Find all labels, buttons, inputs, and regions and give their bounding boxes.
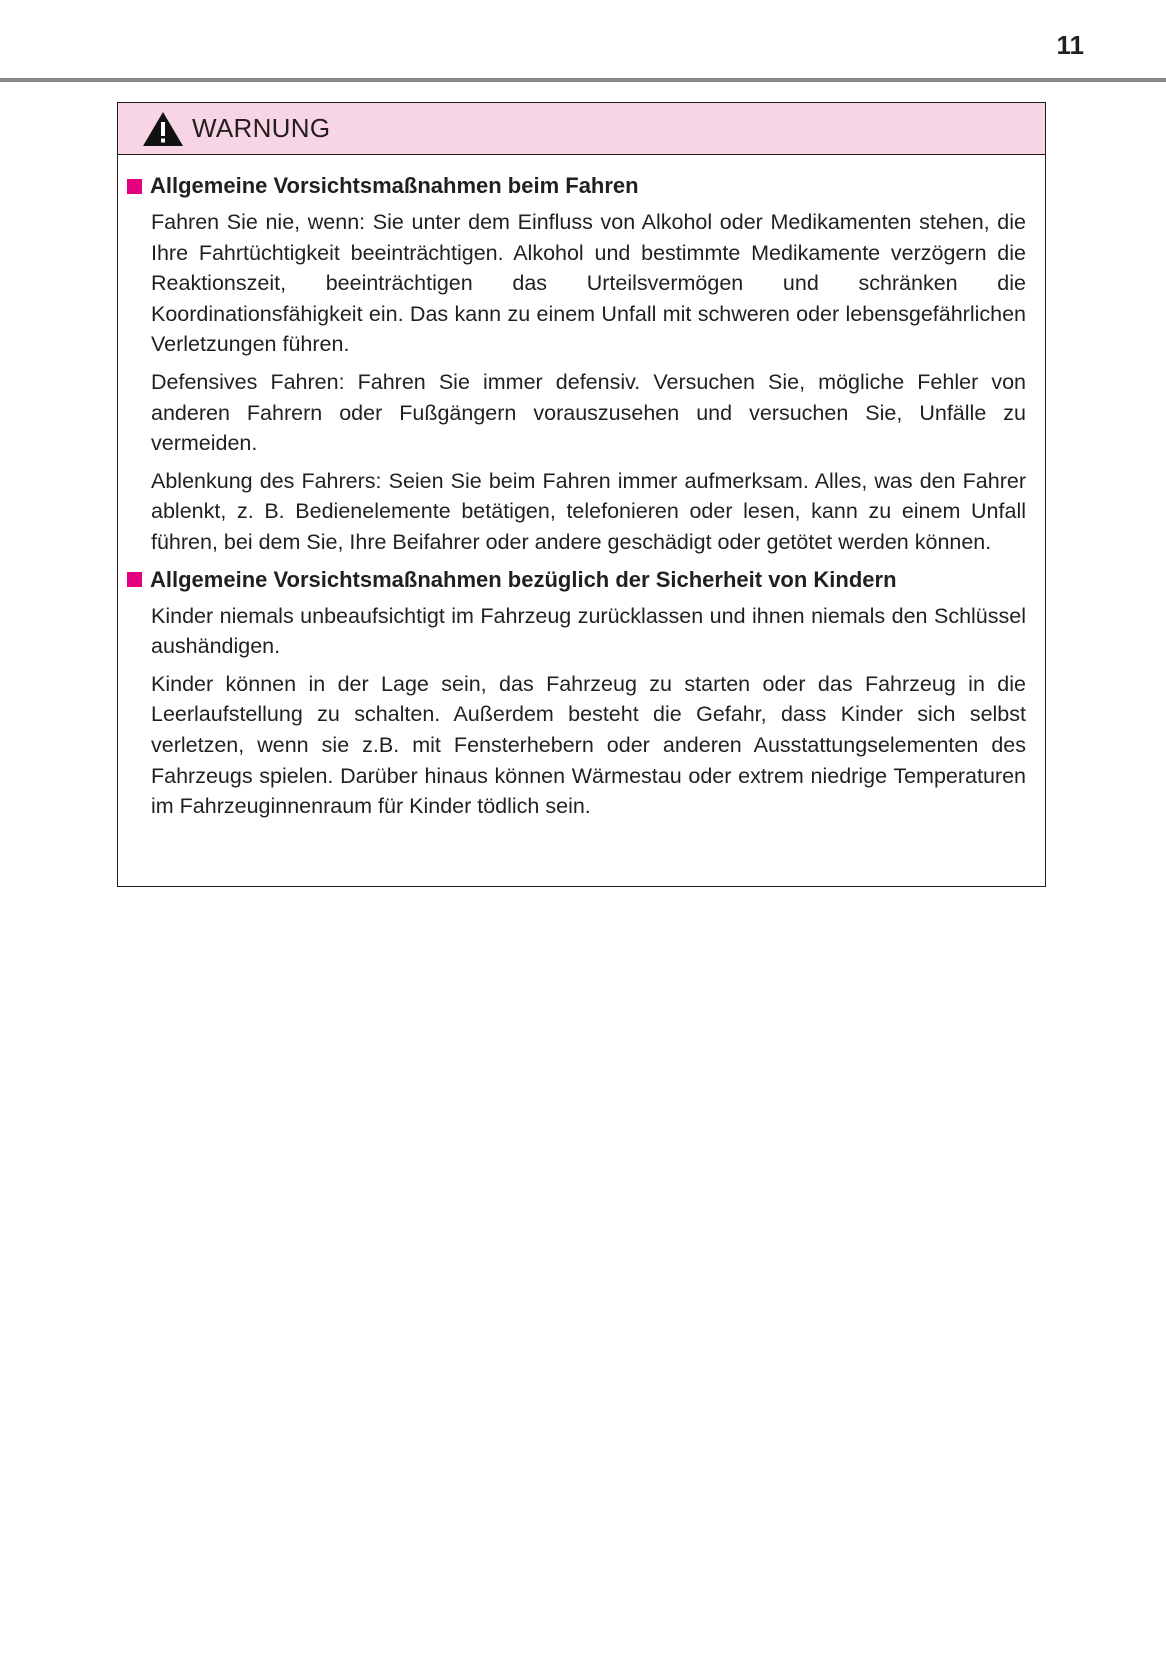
warning-triangle-icon	[142, 111, 184, 147]
paragraph: Kinder niemals unbeaufsichtigt im Fahrzeug zurücklassen und ihnen niemals den Schlüssel aushändigen.	[151, 603, 1026, 659]
warning-header	[118, 103, 1045, 155]
page-number: 11	[1056, 30, 1084, 60]
paragraph: Fahren Sie nie, wenn: Sie unter dem Einfluss von Alkohol oder Medikamenten stehen, die Ihre Fahrtüchtigkeit beeinträchtigen. Alkohol und bestimmte Medikamente verzögern die Reaktionszeit, beeinträchtigen das Urteilsvermögen und schränken die Koordinationsfähigkeit ein. Das kann zu einem Unfall mit schweren oder lebensgefährlichen Verletzungen führen.	[151, 210, 1026, 357]
bullet-square-icon	[127, 572, 142, 587]
paragraph: Defensives Fahren: Fahren Sie immer defensiv. Versuchen Sie, mögliche Fehler von anderen Fahrern oder Fußgängern vorauszusehen und versuchen Sie, Unfälle zu vermeiden.	[151, 369, 1026, 456]
warning-title: WARNUNG	[192, 113, 331, 143]
header-rule	[0, 78, 1166, 82]
section-heading: Allgemeine Vorsichtsmaßnahmen bezüglich der Sicherheit von Kindern	[150, 566, 897, 592]
section-driving	[127, 173, 1026, 558]
paragraph: Kinder können in der Lage sein, das Fahrzeug zu starten oder das Fahrzeug in die Leerlaufstellung zu schalten. Außerdem besteht die Gefahr, dass Kinder sich selbst verletzen, wenn sie z.B. mit Fensterhebern oder anderen Ausstattungselementen des Fahrzeugs spielen. Darüber hinaus können Wärmestau oder extrem niedrige Temperaturen im Fahrzeuginnenraum für Kinder tödlich sein.	[151, 671, 1026, 819]
warning-box	[117, 102, 1046, 887]
section-heading: Allgemeine Vorsichtsmaßnahmen beim Fahren	[150, 173, 639, 198]
section-children	[127, 567, 1026, 822]
paragraph: Ablenkung des Fahrers: Seien Sie beim Fahren immer aufmerksam. Alles, was den Fahrer ablenkt, z. B. Bedienelemente betätigen, telefonieren oder lesen, kann zu einem Unfall führen, bei dem Sie, Ihre Beifahrer oder andere geschädigt oder getötet werden können.	[151, 468, 1026, 554]
bullet-square-icon	[127, 179, 142, 194]
